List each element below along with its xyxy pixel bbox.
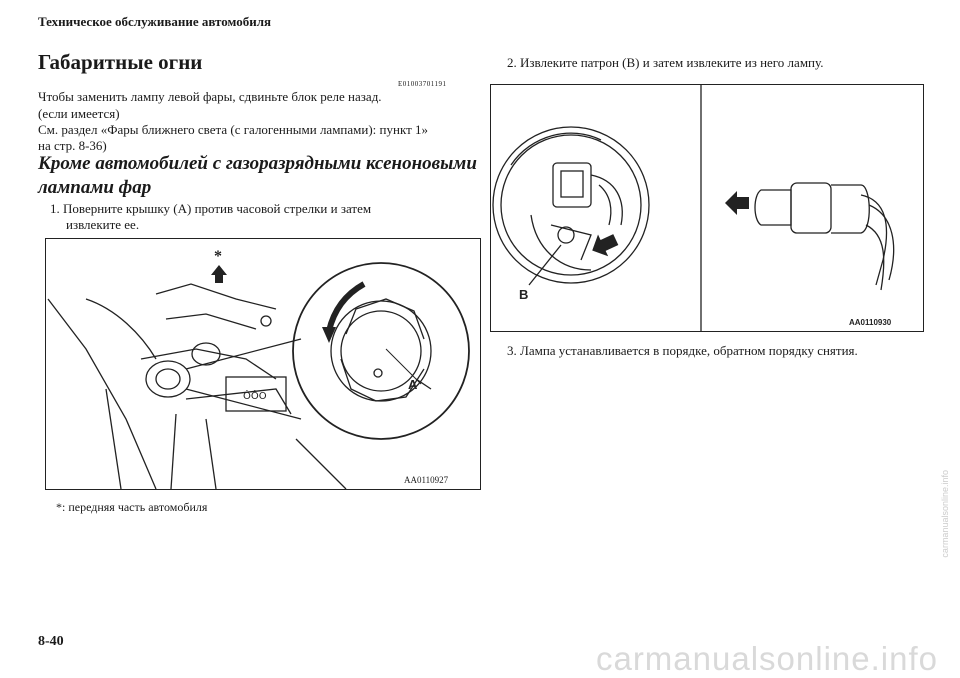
intro-line-3: См. раздел «Фары ближнего света (с галогенными лампами): пункт 1» — [38, 122, 429, 137]
figure-socket-removal — [490, 84, 924, 332]
figure-cap-removal — [45, 238, 481, 490]
section-title: Габаритные огни — [38, 50, 203, 74]
step-1-line-1: 1. Поверните крышку (A) против часовой стрелки и затем — [50, 201, 372, 216]
step-3: 3. Лампа устанавливается в порядке, обратном порядку снятия. — [507, 343, 858, 358]
intro-line-4: на стр. 8-36) — [38, 138, 107, 153]
footnote-front: *: передняя часть автомобиля — [56, 500, 208, 514]
subsection-title: Кроме автомобилей с газоразрядными ксеноновыми лампами фар — [38, 153, 477, 198]
step-1-line-2: извлеките ее. — [66, 217, 140, 232]
figure-socket-removal-drawing — [491, 85, 923, 331]
page-number: 8-40 — [38, 634, 64, 649]
front-marker-star: * — [214, 248, 222, 265]
label-b: B — [519, 287, 529, 302]
figure-cap-removal-drawing — [46, 239, 480, 489]
intro-line-2: (если имеется) — [38, 106, 120, 121]
figure-1-code: AA0110927 — [404, 475, 449, 485]
figure-2-code: AA0110930 — [849, 318, 892, 327]
section-code: E01003701191 — [398, 80, 447, 88]
side-watermark: carmanualsonline.info — [940, 470, 950, 558]
page-header: Техническое обслуживание автомобиля — [38, 14, 272, 29]
label-a: A — [408, 377, 418, 392]
svg-text:ȮȮȮ: ȮȮȮ — [243, 391, 267, 402]
intro-line-1: Чтобы заменить лампу левой фары, сдвиньте блок реле назад. — [38, 89, 382, 104]
step-2: 2. Извлеките патрон (B) и затем извлеките из него лампу. — [507, 55, 824, 70]
watermark: carmanualsonline.info — [595, 640, 938, 677]
